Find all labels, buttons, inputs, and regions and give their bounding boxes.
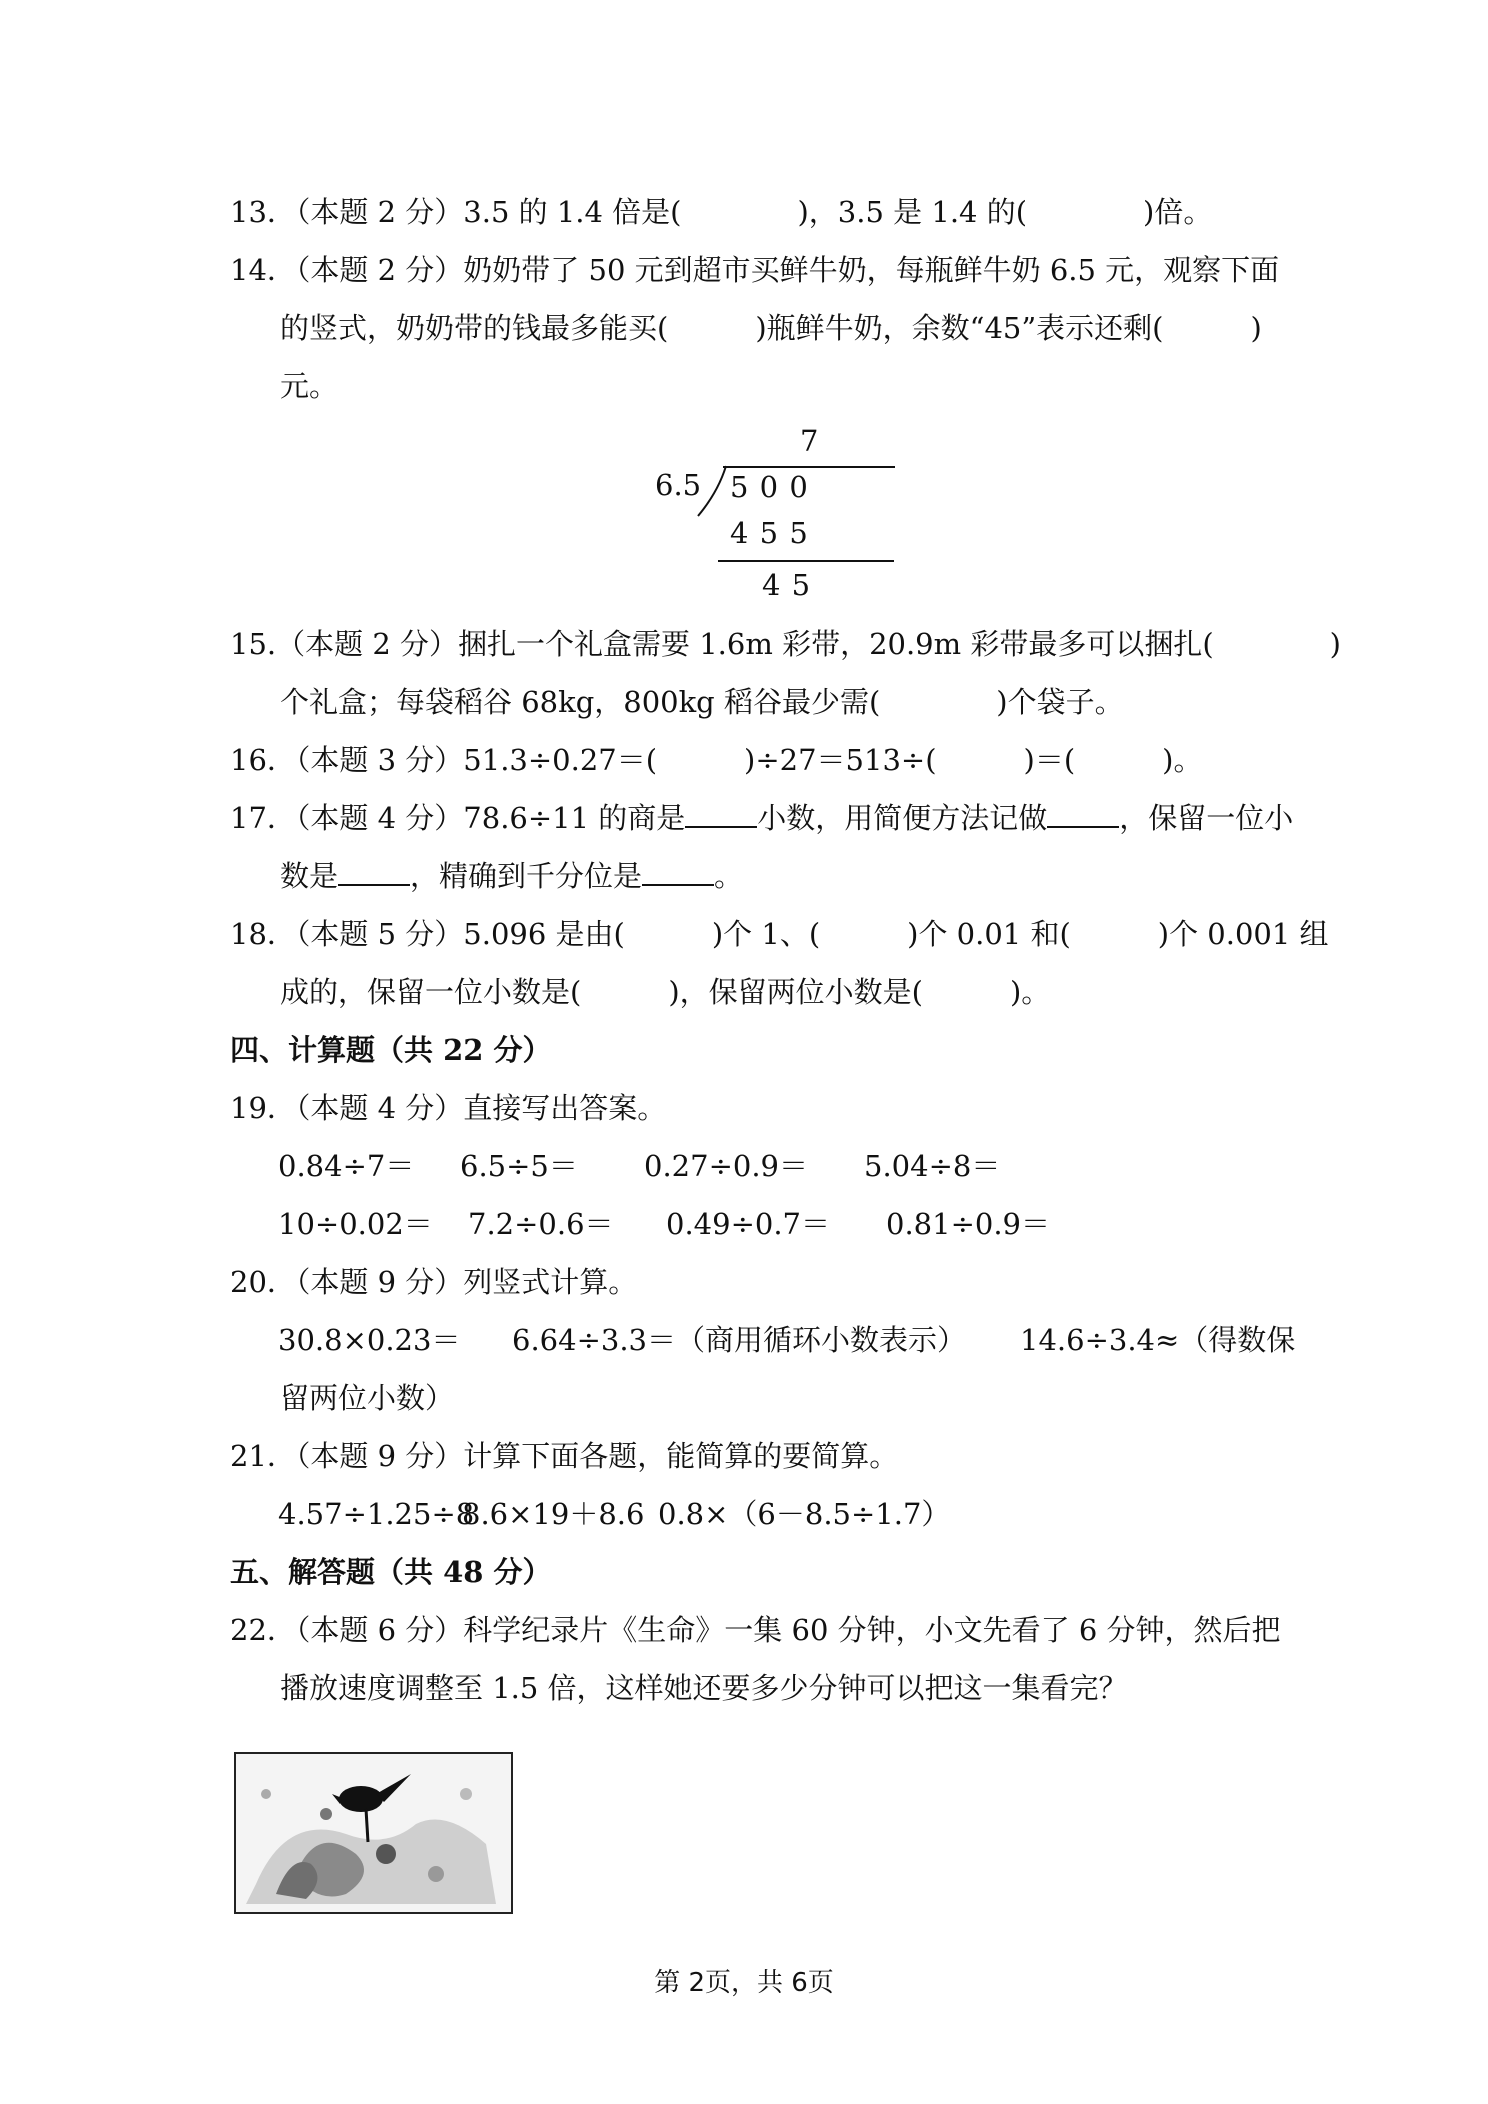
question-17-line-1 <box>230 798 1294 838</box>
calc-item: 4.57÷1.25÷8 <box>278 1497 475 1531</box>
calc-item: 0.27÷0.9＝ <box>644 1149 808 1183</box>
question-14-line-2: 的竖式，奶奶带的钱最多能买( )瓶鲜牛奶，余数“45”表示还剩( ) <box>280 311 1262 345</box>
question-19-title: 19．（本题 4 分）直接写出答案。 <box>230 1091 667 1125</box>
division-divisor: 6.5 <box>655 468 702 502</box>
long-division <box>650 420 900 610</box>
calc-item: 0.81÷0.9＝ <box>886 1207 1050 1241</box>
page-footer: 第 2页，共 6页 <box>654 1968 834 1998</box>
section-4-heading: 四、计算题（共 22 分） <box>230 1033 552 1067</box>
question-18-line-2: 成的，保留一位小数是( )，保留两位小数是( )。 <box>280 975 1051 1009</box>
section-5-heading: 五、解答题（共 48 分） <box>230 1555 552 1589</box>
q17-text-c: ，保留一位小 <box>1119 801 1294 835</box>
calc-item: 7.2÷0.6＝ <box>468 1207 614 1241</box>
q17-blank-1[interactable] <box>685 800 757 828</box>
q17-text-d: 数是 <box>280 859 339 893</box>
division-dividend: 5 0 0 <box>730 470 809 504</box>
q17-blank-4[interactable] <box>642 858 714 886</box>
q17-blank-2[interactable] <box>1047 800 1119 828</box>
documentary-photo <box>234 1752 513 1914</box>
question-17-line-2 <box>280 856 1268 896</box>
question-13: 13．（本题 2 分）3.5 的 1.4 倍是( )，3.5 是 1.4 的( )倍。 <box>230 195 1213 229</box>
division-remainder: 4 5 <box>762 568 812 602</box>
q17-text-a: 17．（本题 4 分）78.6÷11 的商是 <box>230 801 686 835</box>
question-22-line-1: 22．（本题 6 分）科学纪录片《生命》一集 60 分钟，小文先看了 6 分钟，然后把 <box>230 1613 1281 1647</box>
calc-item: 8.6×19＋8.6 <box>462 1497 645 1531</box>
calc-item: 0.84÷7＝ <box>278 1149 415 1183</box>
calc-item: 30.8×0.23＝ <box>278 1323 461 1357</box>
calc-item: 5.04÷8＝ <box>864 1149 1001 1183</box>
division-quotient: 7 <box>800 424 819 458</box>
q17-text-e: ，精确到千分位是 <box>410 859 643 893</box>
question-21-title: 21．（本题 9 分）计算下面各题，能简算的要简算。 <box>230 1439 899 1473</box>
division-product: 4 5 5 <box>730 516 809 550</box>
question-16: 16．（本题 3 分）51.3÷0.27＝( )÷27＝513÷( )＝( )。 <box>230 743 1203 777</box>
question-22-line-2: 播放速度调整至 1.5 倍，这样她还要多少分钟可以把这一集看完？ <box>280 1671 1128 1705</box>
question-15-line-1: 15.（本题 2 分）捆扎一个礼盒需要 1.6m 彩带，20.9m 彩带最多可以捆扎( ) <box>230 627 1341 661</box>
calc-item: 6.64÷3.3＝（商用循环小数表示） <box>512 1323 966 1357</box>
division-bottom-rule <box>718 560 894 562</box>
q17-text-b: 小数，用简便方法记做 <box>757 801 1048 835</box>
q17-blank-3[interactable] <box>338 858 410 886</box>
question-20-line-3: 留两位小数） <box>280 1381 455 1415</box>
calc-item: 0.8×（6－8.5÷1.7） <box>658 1497 951 1531</box>
calc-item: 10÷0.02＝ <box>278 1207 433 1241</box>
question-14-line-3: 元。 <box>280 369 339 403</box>
q17-text-f: 。 <box>714 859 744 893</box>
question-14-line-1: 14．（本题 2 分）奶奶带了 50 元到超市买鲜牛奶，每瓶鲜牛奶 6.5 元，观察下面 <box>230 253 1280 287</box>
question-20-title: 20．（本题 9 分）列竖式计算。 <box>230 1265 638 1299</box>
calc-item: 14.6÷3.4≈（得数保 <box>1020 1323 1296 1357</box>
question-15-line-2: 个礼盒；每袋稻谷 68kg，800kg 稻谷最少需( )个袋子。 <box>280 685 1124 719</box>
calc-item: 0.49÷0.7＝ <box>666 1207 830 1241</box>
question-18-line-1: 18．（本题 5 分）5.096 是由( )个 1、( )个 0.01 和( )个 0.001 组 <box>230 917 1329 951</box>
division-top-rule <box>723 466 895 468</box>
calc-item: 6.5÷5＝ <box>460 1149 578 1183</box>
bird-illustration-icon <box>236 1754 511 1912</box>
